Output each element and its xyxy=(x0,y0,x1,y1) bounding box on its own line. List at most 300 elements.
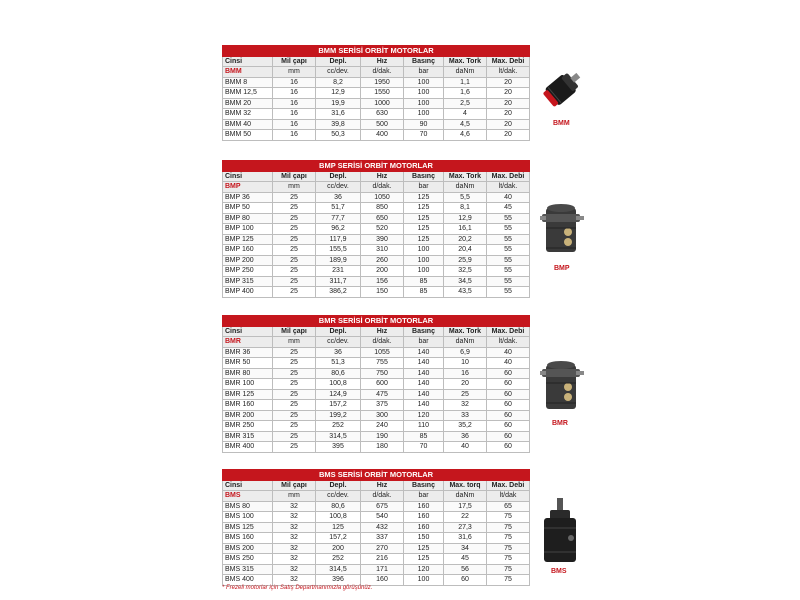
value-cell: 8,2 xyxy=(316,77,361,88)
value-cell: 34 xyxy=(444,543,487,554)
value-cell: 19,9 xyxy=(316,98,361,109)
value-cell: 400 xyxy=(361,130,404,141)
value-cell: 100 xyxy=(404,266,444,277)
value-cell: 124,9 xyxy=(316,389,361,400)
table-row xyxy=(223,77,530,88)
value-cell: 55 xyxy=(487,287,530,298)
model-cell: BMS 80 xyxy=(223,501,273,512)
value-cell: 150 xyxy=(361,287,404,298)
column-header: Max. torq xyxy=(444,480,487,491)
value-cell: 55 xyxy=(487,276,530,287)
column-header: Cinsi xyxy=(223,56,273,67)
value-cell: 17,5 xyxy=(444,501,487,512)
model-cell: BMP 315 xyxy=(223,276,273,287)
table-row xyxy=(223,389,530,400)
value-cell: 240 xyxy=(361,421,404,432)
value-cell: 314,5 xyxy=(316,431,361,442)
value-cell: 540 xyxy=(361,512,404,523)
value-cell: 36 xyxy=(316,347,361,358)
value-cell: 20 xyxy=(487,88,530,99)
unit-cell: daNm xyxy=(444,491,487,502)
value-cell: 755 xyxy=(361,358,404,369)
value-cell: 16 xyxy=(273,109,316,120)
table-row xyxy=(223,255,530,266)
value-cell: 100,8 xyxy=(316,512,361,523)
value-cell: 16 xyxy=(444,368,487,379)
bms-table-block xyxy=(222,469,529,586)
value-cell: 337 xyxy=(361,533,404,544)
model-cell: BMM 32 xyxy=(223,109,273,120)
value-cell: 4,5 xyxy=(444,119,487,130)
value-cell: 60 xyxy=(487,410,530,421)
column-header: Hız xyxy=(361,171,404,182)
column-header: Depl. xyxy=(316,171,361,182)
bmm-table-block xyxy=(222,45,529,141)
value-cell: 155,5 xyxy=(316,245,361,256)
column-header: Mil çapı xyxy=(273,171,316,182)
value-cell: 8,1 xyxy=(444,203,487,214)
value-cell: 100 xyxy=(404,88,444,99)
value-cell: 1000 xyxy=(361,98,404,109)
value-cell: 25 xyxy=(273,410,316,421)
bmm-spec-table xyxy=(222,45,530,141)
table-title: BMM SERİSİ ORBİT MOTORLAR xyxy=(223,46,530,57)
model-cell: BMS 250 xyxy=(223,554,273,565)
column-header: Mil çapı xyxy=(273,480,316,491)
bms-image-label: BMS xyxy=(551,568,567,575)
units-row xyxy=(223,182,530,193)
bms-motor-image xyxy=(538,498,582,564)
value-cell: 150 xyxy=(404,533,444,544)
table-row xyxy=(223,276,530,287)
header-row xyxy=(223,480,530,491)
table-row xyxy=(223,533,530,544)
table-row xyxy=(223,98,530,109)
bmr-motor-image xyxy=(538,357,586,415)
table-row xyxy=(223,224,530,235)
value-cell: 100 xyxy=(404,575,444,586)
value-cell: 55 xyxy=(487,245,530,256)
value-cell: 25,9 xyxy=(444,255,487,266)
series-code: BMP xyxy=(223,182,273,193)
value-cell: 16 xyxy=(273,98,316,109)
value-cell: 630 xyxy=(361,109,404,120)
table-row xyxy=(223,431,530,442)
model-cell: BMP 100 xyxy=(223,224,273,235)
value-cell: 25 xyxy=(273,276,316,287)
table-row xyxy=(223,192,530,203)
value-cell: 520 xyxy=(361,224,404,235)
value-cell: 231 xyxy=(316,266,361,277)
model-cell: BMR 400 xyxy=(223,442,273,453)
bmp-spec-table xyxy=(222,160,530,298)
value-cell: 189,9 xyxy=(316,255,361,266)
value-cell: 675 xyxy=(361,501,404,512)
value-cell: 125 xyxy=(404,213,444,224)
value-cell: 32 xyxy=(273,501,316,512)
value-cell: 51,7 xyxy=(316,203,361,214)
value-cell: 160 xyxy=(404,501,444,512)
table-row xyxy=(223,442,530,453)
value-cell: 125 xyxy=(316,522,361,533)
value-cell: 200 xyxy=(316,543,361,554)
value-cell: 386,2 xyxy=(316,287,361,298)
model-cell: BMS 125 xyxy=(223,522,273,533)
value-cell: 100 xyxy=(404,109,444,120)
value-cell: 32 xyxy=(273,533,316,544)
model-cell: BMR 250 xyxy=(223,421,273,432)
value-cell: 850 xyxy=(361,203,404,214)
units-row xyxy=(223,491,530,502)
value-cell: 4 xyxy=(444,109,487,120)
value-cell: 55 xyxy=(487,224,530,235)
value-cell: 60 xyxy=(444,575,487,586)
value-cell: 314,5 xyxy=(316,564,361,575)
value-cell: 75 xyxy=(487,575,530,586)
value-cell: 20 xyxy=(487,119,530,130)
value-cell: 140 xyxy=(404,379,444,390)
unit-cell: bar xyxy=(404,337,444,348)
value-cell: 56 xyxy=(444,564,487,575)
value-cell: 50,3 xyxy=(316,130,361,141)
table-row xyxy=(223,88,530,99)
value-cell: 25 xyxy=(273,224,316,235)
model-cell: BMR 50 xyxy=(223,358,273,369)
table-row xyxy=(223,266,530,277)
value-cell: 20 xyxy=(444,379,487,390)
value-cell: 5,5 xyxy=(444,192,487,203)
series-code: BMR xyxy=(223,337,273,348)
model-cell: BMS 200 xyxy=(223,543,273,554)
column-header: Max. Tork xyxy=(444,171,487,182)
value-cell: 500 xyxy=(361,119,404,130)
value-cell: 140 xyxy=(404,389,444,400)
table-row xyxy=(223,358,530,369)
value-cell: 85 xyxy=(404,287,444,298)
model-cell: BMP 400 xyxy=(223,287,273,298)
model-cell: BMM 8 xyxy=(223,77,273,88)
value-cell: 100 xyxy=(404,77,444,88)
value-cell: 140 xyxy=(404,368,444,379)
bms-spec-table xyxy=(222,469,530,586)
unit-cell: lt/dak. xyxy=(487,182,530,193)
value-cell: 125 xyxy=(404,192,444,203)
column-header: Cinsi xyxy=(223,326,273,337)
value-cell: 100,8 xyxy=(316,379,361,390)
value-cell: 32 xyxy=(273,543,316,554)
value-cell: 310 xyxy=(361,245,404,256)
column-header: Basınç xyxy=(404,171,444,182)
unit-cell: mm xyxy=(273,182,316,193)
value-cell: 39,8 xyxy=(316,119,361,130)
column-header: Depl. xyxy=(316,480,361,491)
header-row xyxy=(223,56,530,67)
column-header: Depl. xyxy=(316,326,361,337)
table-row xyxy=(223,554,530,565)
header-row xyxy=(223,326,530,337)
table-row xyxy=(223,543,530,554)
value-cell: 180 xyxy=(361,442,404,453)
value-cell: 25 xyxy=(273,255,316,266)
table-row xyxy=(223,368,530,379)
value-cell: 36 xyxy=(316,192,361,203)
value-cell: 35,2 xyxy=(444,421,487,432)
series-code: BMM xyxy=(223,67,273,78)
value-cell: 34,5 xyxy=(444,276,487,287)
value-cell: 160 xyxy=(361,575,404,586)
unit-cell: mm xyxy=(273,491,316,502)
value-cell: 40 xyxy=(487,358,530,369)
value-cell: 16 xyxy=(273,130,316,141)
value-cell: 216 xyxy=(361,554,404,565)
value-cell: 25 xyxy=(273,213,316,224)
value-cell: 171 xyxy=(361,564,404,575)
unit-cell: lt/dak. xyxy=(487,67,530,78)
table-row xyxy=(223,347,530,358)
value-cell: 25 xyxy=(273,442,316,453)
value-cell: 2,5 xyxy=(444,98,487,109)
unit-cell: mm xyxy=(273,337,316,348)
footnote: * Frezeli motorlar için Satış Departmanımızla görüşünüz. xyxy=(222,585,373,591)
value-cell: 33 xyxy=(444,410,487,421)
value-cell: 55 xyxy=(487,234,530,245)
value-cell: 25 xyxy=(273,421,316,432)
value-cell: 20,4 xyxy=(444,245,487,256)
value-cell: 40 xyxy=(444,442,487,453)
value-cell: 100 xyxy=(404,245,444,256)
value-cell: 60 xyxy=(487,442,530,453)
bmr-spec-table xyxy=(222,315,530,453)
model-cell: BMP 125 xyxy=(223,234,273,245)
column-header: Basınç xyxy=(404,480,444,491)
table-row xyxy=(223,564,530,575)
table-row xyxy=(223,287,530,298)
value-cell: 375 xyxy=(361,400,404,411)
model-cell: BMP 50 xyxy=(223,203,273,214)
model-cell: BMM 40 xyxy=(223,119,273,130)
table-title: BMP SERİSİ ORBİT MOTORLAR xyxy=(223,161,530,172)
value-cell: 140 xyxy=(404,347,444,358)
table-row xyxy=(223,410,530,421)
value-cell: 125 xyxy=(404,224,444,235)
value-cell: 16 xyxy=(273,77,316,88)
model-cell: BMR 315 xyxy=(223,431,273,442)
model-cell: BMR 36 xyxy=(223,347,273,358)
value-cell: 396 xyxy=(316,575,361,586)
value-cell: 125 xyxy=(404,203,444,214)
value-cell: 1550 xyxy=(361,88,404,99)
table-title: BMS SERİSİ ORBİT MOTORLAR xyxy=(223,470,530,481)
value-cell: 55 xyxy=(487,266,530,277)
value-cell: 75 xyxy=(487,512,530,523)
value-cell: 60 xyxy=(487,389,530,400)
value-cell: 25 xyxy=(273,266,316,277)
table-row xyxy=(223,522,530,533)
model-cell: BMS 315 xyxy=(223,564,273,575)
value-cell: 31,6 xyxy=(444,533,487,544)
value-cell: 25 xyxy=(273,234,316,245)
unit-cell: lt/dak. xyxy=(487,337,530,348)
value-cell: 32,5 xyxy=(444,266,487,277)
value-cell: 80,6 xyxy=(316,501,361,512)
model-cell: BMS 100 xyxy=(223,512,273,523)
value-cell: 125 xyxy=(404,234,444,245)
table-row xyxy=(223,421,530,432)
value-cell: 51,3 xyxy=(316,358,361,369)
value-cell: 20,2 xyxy=(444,234,487,245)
model-cell: BMS 160 xyxy=(223,533,273,544)
model-cell: BMS 400 xyxy=(223,575,273,586)
bmp-motor-image xyxy=(538,200,586,258)
table-row xyxy=(223,119,530,130)
value-cell: 25 xyxy=(273,358,316,369)
value-cell: 157,2 xyxy=(316,400,361,411)
value-cell: 120 xyxy=(404,564,444,575)
value-cell: 16 xyxy=(273,88,316,99)
value-cell: 25 xyxy=(444,389,487,400)
table-row xyxy=(223,501,530,512)
model-cell: BMM 12,5 xyxy=(223,88,273,99)
value-cell: 10 xyxy=(444,358,487,369)
value-cell: 70 xyxy=(404,442,444,453)
value-cell: 100 xyxy=(404,255,444,266)
unit-cell: d/dak. xyxy=(361,182,404,193)
model-cell: BMP 36 xyxy=(223,192,273,203)
value-cell: 270 xyxy=(361,543,404,554)
value-cell: 252 xyxy=(316,554,361,565)
value-cell: 32 xyxy=(273,564,316,575)
value-cell: 40 xyxy=(487,347,530,358)
column-header: Max. Debi xyxy=(487,171,530,182)
table-row xyxy=(223,130,530,141)
value-cell: 60 xyxy=(487,368,530,379)
value-cell: 25 xyxy=(273,192,316,203)
value-cell: 77,7 xyxy=(316,213,361,224)
value-cell: 32 xyxy=(273,512,316,523)
model-cell: BMR 100 xyxy=(223,379,273,390)
column-header: Max. Tork xyxy=(444,56,487,67)
unit-cell: cc/dev. xyxy=(316,67,361,78)
unit-cell: bar xyxy=(404,182,444,193)
column-header: Cinsi xyxy=(223,480,273,491)
value-cell: 75 xyxy=(487,543,530,554)
value-cell: 32 xyxy=(444,400,487,411)
value-cell: 32 xyxy=(273,522,316,533)
value-cell: 25 xyxy=(273,287,316,298)
value-cell: 70 xyxy=(404,130,444,141)
column-header: Max. Tork xyxy=(444,326,487,337)
value-cell: 96,2 xyxy=(316,224,361,235)
table-row xyxy=(223,245,530,256)
table-row xyxy=(223,213,530,224)
value-cell: 75 xyxy=(487,564,530,575)
value-cell: 1950 xyxy=(361,77,404,88)
value-cell: 110 xyxy=(404,421,444,432)
value-cell: 55 xyxy=(487,255,530,266)
value-cell: 16,1 xyxy=(444,224,487,235)
value-cell: 395 xyxy=(316,442,361,453)
table-row xyxy=(223,575,530,586)
model-cell: BMP 200 xyxy=(223,255,273,266)
model-cell: BMR 200 xyxy=(223,410,273,421)
value-cell: 125 xyxy=(404,554,444,565)
value-cell: 25 xyxy=(273,431,316,442)
value-cell: 311,7 xyxy=(316,276,361,287)
value-cell: 75 xyxy=(487,554,530,565)
value-cell: 60 xyxy=(487,431,530,442)
value-cell: 60 xyxy=(487,400,530,411)
column-header: Max. Debi xyxy=(487,326,530,337)
value-cell: 1,1 xyxy=(444,77,487,88)
value-cell: 25 xyxy=(273,379,316,390)
value-cell: 190 xyxy=(361,431,404,442)
value-cell: 100 xyxy=(404,98,444,109)
value-cell: 27,3 xyxy=(444,522,487,533)
table-row xyxy=(223,203,530,214)
value-cell: 31,6 xyxy=(316,109,361,120)
value-cell: 156 xyxy=(361,276,404,287)
value-cell: 199,2 xyxy=(316,410,361,421)
value-cell: 25 xyxy=(273,203,316,214)
unit-cell: bar xyxy=(404,491,444,502)
value-cell: 160 xyxy=(404,522,444,533)
unit-cell: d/dak. xyxy=(361,337,404,348)
value-cell: 650 xyxy=(361,213,404,224)
value-cell: 20 xyxy=(487,130,530,141)
value-cell: 6,9 xyxy=(444,347,487,358)
value-cell: 475 xyxy=(361,389,404,400)
bmm-motor-image xyxy=(538,63,588,113)
column-header: Max. Debi xyxy=(487,480,530,491)
value-cell: 45 xyxy=(487,203,530,214)
value-cell: 45 xyxy=(444,554,487,565)
column-header: Basınç xyxy=(404,56,444,67)
value-cell: 750 xyxy=(361,368,404,379)
column-header: Max. Debi xyxy=(487,56,530,67)
column-header: Cinsi xyxy=(223,171,273,182)
value-cell: 12,9 xyxy=(316,88,361,99)
value-cell: 55 xyxy=(487,213,530,224)
column-header: Depl. xyxy=(316,56,361,67)
value-cell: 4,6 xyxy=(444,130,487,141)
column-header: Mil çapı xyxy=(273,56,316,67)
value-cell: 22 xyxy=(444,512,487,523)
value-cell: 20 xyxy=(487,109,530,120)
header-row xyxy=(223,171,530,182)
value-cell: 120 xyxy=(404,410,444,421)
value-cell: 25 xyxy=(273,400,316,411)
value-cell: 75 xyxy=(487,522,530,533)
unit-cell: d/dak. xyxy=(361,491,404,502)
column-header: Basınç xyxy=(404,326,444,337)
value-cell: 36 xyxy=(444,431,487,442)
unit-cell: mm xyxy=(273,67,316,78)
model-cell: BMP 80 xyxy=(223,213,273,224)
value-cell: 85 xyxy=(404,276,444,287)
value-cell: 32 xyxy=(273,554,316,565)
table-row xyxy=(223,379,530,390)
value-cell: 1055 xyxy=(361,347,404,358)
unit-cell: bar xyxy=(404,67,444,78)
value-cell: 600 xyxy=(361,379,404,390)
bmp-table-block xyxy=(222,160,529,298)
value-cell: 75 xyxy=(487,533,530,544)
unit-cell: d/dak. xyxy=(361,67,404,78)
value-cell: 125 xyxy=(404,543,444,554)
value-cell: 200 xyxy=(361,266,404,277)
unit-cell: daNm xyxy=(444,337,487,348)
bmr-table-block xyxy=(222,315,529,453)
